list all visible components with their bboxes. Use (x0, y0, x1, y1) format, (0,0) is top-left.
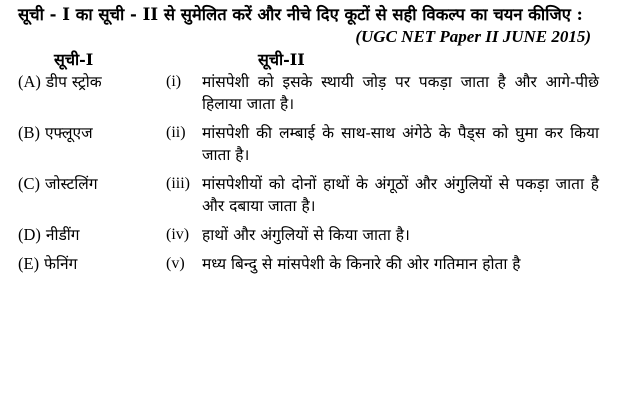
match-row (18, 224, 603, 246)
list-1-item (18, 122, 166, 144)
list-1-marker: (D) (18, 225, 41, 244)
list-1-term: नीडींग (45, 226, 80, 244)
list-2-description: मांसपेशी की लम्बाई के साथ-साथ अंगेठे के पैड्स को घुमा कर किया जाता है। (202, 124, 599, 164)
list-1-marker: (A) (18, 72, 41, 91)
match-row (18, 253, 603, 275)
match-list (18, 71, 603, 275)
list-1-marker: (C) (18, 174, 40, 193)
question-text: सूची - I का सूची - II से सुमेलित करें और नीचे दिए कूटों से सही विकल्प का चयन कीजिए : (18, 5, 583, 24)
exam-source: (UGC NET Paper II JUNE 2015) (355, 27, 591, 46)
list-2-number: (v) (166, 255, 185, 272)
list-2-number: (iv) (166, 226, 190, 243)
list-2-description: हाथों और अंगुलियों से किया जाता है। (202, 226, 410, 244)
list-2-number: (i) (166, 73, 182, 90)
list-2-header: सूची-II (258, 50, 305, 69)
list-1-term: जोस्टलिंग (44, 175, 98, 193)
question-page (18, 4, 603, 282)
list-1-term: फेनिंग (44, 255, 78, 273)
list-1-item (18, 253, 166, 275)
match-row (18, 71, 603, 115)
list-1-marker: (E) (18, 254, 40, 273)
list-2-number: (ii) (166, 124, 186, 141)
list-1-item (18, 71, 166, 93)
list-1-marker: (B) (18, 123, 40, 142)
list-2-description: मांसपेशी को इसके स्थायी जोड़ पर पकड़ा जाता है और आगे-पीछे हिलाया जाता है। (202, 73, 599, 113)
match-row (18, 173, 603, 217)
list-headers (18, 48, 603, 70)
list-1-header: सूची-I (54, 50, 94, 69)
list-1-term: एफ्लूएज (44, 124, 93, 142)
list-1-term: डीप स्ट्रोक (45, 73, 102, 91)
list-2-description: मध्य बिन्दु से मांसपेशी के किनारे की ओर गतिमान होता है (202, 255, 521, 273)
list-2-number: (iii) (166, 175, 190, 192)
match-row (18, 122, 603, 166)
list-1-item (18, 224, 166, 246)
list-2-description: मांसपेशीयों को दोनों हाथों के अंगूठों और अंगुलियों से पकड़ा जाता है और दबाया जाता है। (202, 175, 599, 215)
list-1-item (18, 173, 166, 195)
